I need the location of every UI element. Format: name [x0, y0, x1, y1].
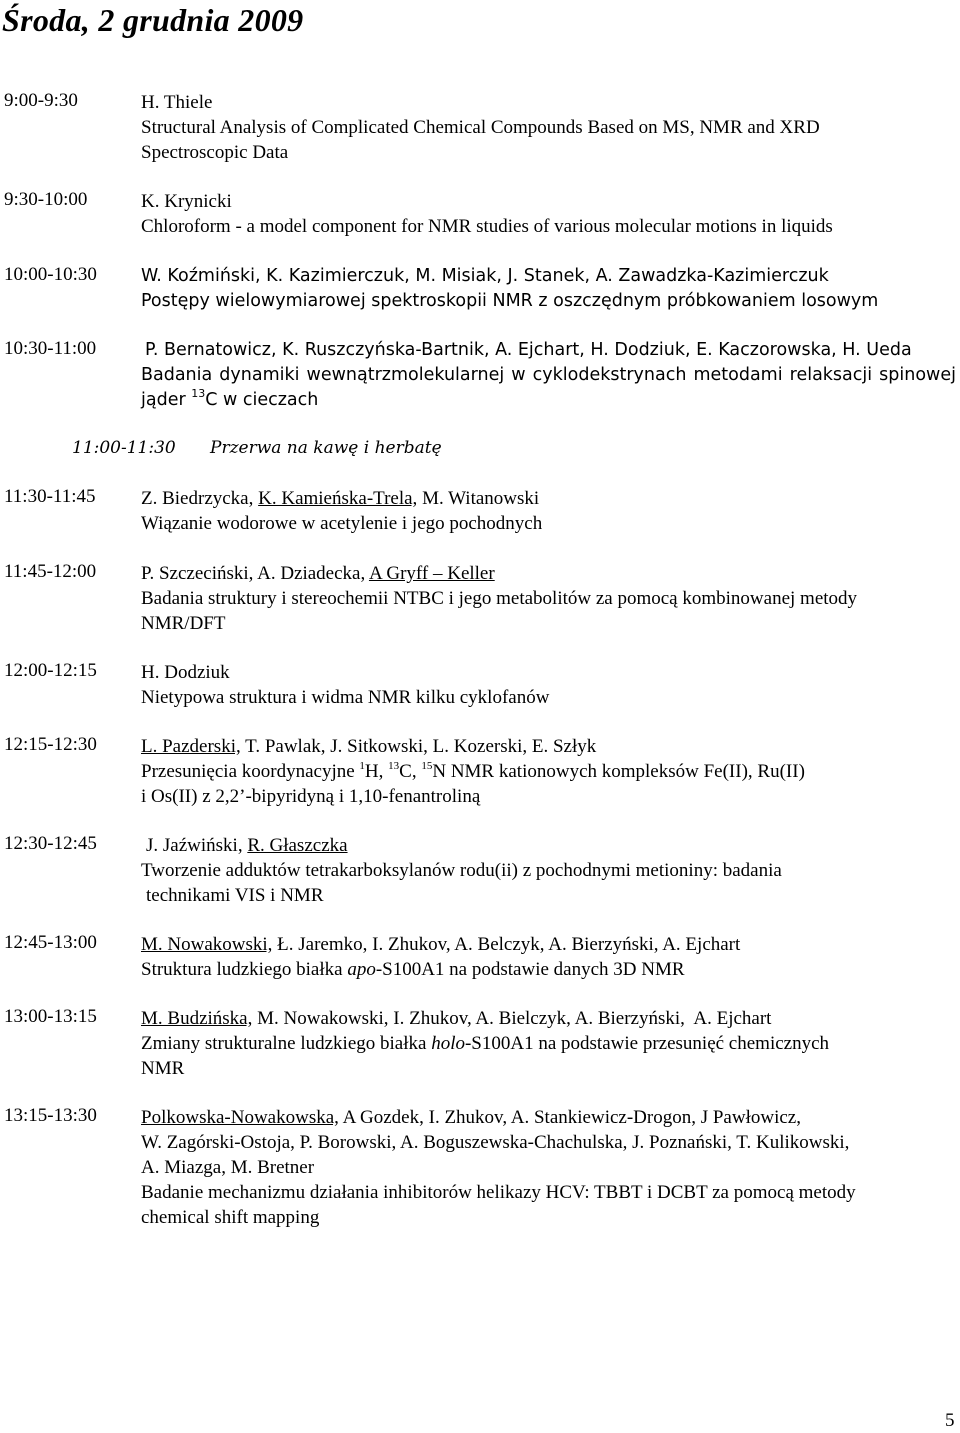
session-title-line	[141, 388, 956, 413]
session-time: 11:30-11:45	[4, 486, 96, 507]
session-title-line: Tworzenie adduktów tetrakarboksylanów rodu(ii) z pochodnymi metioniny: badania	[141, 860, 782, 881]
presenting-author: K. Kamieńska-Trela,	[258, 488, 418, 509]
session-title-line: Structural Analysis of Complicated Chemical Compounds Based on MS, NMR and XRD	[141, 117, 820, 138]
session-content	[141, 189, 956, 239]
title-italic: holo	[431, 1033, 465, 1054]
session-content	[141, 486, 956, 536]
author-text: T. Pawlak, J. Sitkowski, L. Kozerski, E. Szłyk	[240, 736, 597, 757]
session-time: 9:30-10:00	[4, 189, 88, 210]
session-authors	[141, 1105, 956, 1130]
session-title-line	[141, 1031, 956, 1056]
session-authors	[141, 932, 956, 957]
author-text: M. Witanowski	[417, 488, 540, 509]
session-content	[141, 1105, 956, 1230]
presenting-author: Polkowska-Nowakowska,	[141, 1107, 339, 1128]
author-text: A Gozdek, I. Zhukov, A. Stankiewicz-Drogon, J Pawłowicz,	[338, 1107, 801, 1128]
session-time: 12:30-12:45	[4, 833, 97, 854]
session-time: 12:00-12:15	[4, 660, 97, 681]
session-authors	[141, 486, 956, 511]
session-title-line: Postępy wielowymiarowej spektroskopii NMR z oszczędnym próbkowaniem losowym	[141, 291, 879, 311]
session-title-line: Badania dynamiki wewnątrzmolekularnej w cyklodekstrynach metodami relaksacji spinowej	[141, 365, 956, 385]
session-time: 10:30-11:00	[4, 338, 97, 359]
session-authors	[141, 734, 956, 759]
presenting-author: L. Pazderski,	[141, 736, 241, 757]
title-text: C w cieczach	[205, 390, 319, 410]
session-title-line: Wiązanie wodorowe w acetylenie i jego pochodnych	[141, 513, 543, 534]
page-number: 5	[945, 1410, 955, 1431]
session-title-line: technikami VIS i NMR	[146, 885, 324, 906]
session-content	[141, 561, 956, 636]
title-text: Zmiany strukturalne ludzkiego białka	[141, 1033, 432, 1054]
isotope-superscript: 13	[388, 760, 400, 772]
session-authors: P. Bernatowicz, K. Ruszczyńska-Bartnik, A. Ejchart, H. Dodziuk, E. Kaczorowska, H. Ueda	[145, 340, 912, 360]
page-title: Środa, 2 grudnia 2009	[2, 2, 304, 38]
title-text: H,	[364, 761, 389, 782]
session-title-line: Badania struktury i stereochemii NTBC i jego metabolitów za pomocą kombinowanej metody	[141, 588, 858, 609]
session-content	[141, 734, 956, 809]
session-authors	[141, 561, 956, 586]
session-content	[141, 833, 956, 908]
session-time: 12:15-12:30	[4, 734, 97, 755]
isotope-superscript: 1	[359, 760, 365, 772]
session-title-line: NMR	[141, 1058, 185, 1079]
session-content	[141, 660, 956, 710]
session-time: 12:45-13:00	[4, 932, 97, 953]
session-content	[141, 264, 956, 314]
session-authors	[141, 1006, 956, 1031]
presenting-author: M. Nowakowski,	[141, 934, 273, 955]
session-time: 13:00-13:15	[4, 1006, 97, 1027]
author-text: Z. Biedrzycka,	[141, 488, 259, 509]
presenting-author: R. Głaszczka	[247, 835, 348, 856]
author-text: M. Nowakowski, I. Zhukov, A. Bielczyk, A. Bierzyński, A. Ejchart	[252, 1008, 772, 1029]
session-time: 11:45-12:00	[4, 561, 97, 582]
session-title-line: chemical shift mapping	[141, 1207, 320, 1228]
break-time: 11:00-11:30	[72, 438, 176, 458]
session-content	[141, 90, 956, 165]
session-authors-line: W. Zagórski-Ostoja, P. Borowski, A. Boguszewska-Chachulska, J. Poznański, T. Kulikowski,	[141, 1132, 850, 1153]
session-content	[141, 338, 956, 413]
session-title-line: Badanie mechanizmu działania inhibitorów helikazy HCV: TBBT i DCBT za pomocą metody	[141, 1182, 856, 1203]
session-title-line: NMR/DFT	[141, 613, 226, 634]
session-title-line	[141, 957, 956, 982]
session-time: 13:15-13:30	[4, 1105, 97, 1126]
break-label: Przerwa na kawę i herbatę	[210, 438, 442, 458]
session-time: 9:00-9:30	[4, 90, 78, 111]
presenting-author: A Gryff – Keller	[368, 563, 495, 584]
session-title-line: Spectroscopic Data	[141, 142, 289, 163]
session-time: 10:00-10:30	[4, 264, 97, 285]
session-authors	[141, 833, 956, 858]
session-title-line: Chloroform - a model component for NMR studies of various molecular motions in liquids	[141, 216, 833, 237]
isotope-superscript: 13	[191, 387, 206, 400]
isotope-superscript: 15	[421, 760, 433, 772]
author-text: Ł. Jaremko, I. Zhukov, A. Belczyk, A. Bierzyński, A. Ejchart	[272, 934, 741, 955]
title-text: jąder	[141, 390, 192, 410]
title-text: -S100A1 na podstawie przesunięć chemicznych	[464, 1033, 830, 1054]
title-italic: apo	[347, 959, 376, 980]
session-authors: W. Koźmiński, K. Kazimierczuk, M. Misiak, J. Stanek, A. Zawadzka-Kazimierczuk	[141, 266, 829, 286]
title-text: Struktura ludzkiego białka	[141, 959, 348, 980]
title-text: -S100A1 na podstawie danych 3D NMR	[375, 959, 685, 980]
session-title-line	[141, 759, 956, 784]
session-authors: H. Thiele	[141, 92, 213, 113]
session-authors-line: A. Miazga, M. Bretner	[141, 1157, 315, 1178]
session-authors: H. Dodziuk	[141, 662, 230, 683]
session-content	[141, 1006, 956, 1081]
presenting-author: M. Budzińska,	[141, 1008, 253, 1029]
author-text: J. Jaźwiński,	[146, 835, 248, 856]
title-text: C,	[399, 761, 422, 782]
author-text: P. Szczeciński, A. Dziadecka,	[141, 563, 369, 584]
title-text: Przesunięcia koordynacyjne	[141, 761, 360, 782]
title-text: N NMR kationowych kompleksów Fe(II), Ru(II)	[432, 761, 805, 782]
session-authors: K. Krynicki	[141, 191, 232, 212]
session-title-line: Nietypowa struktura i widma NMR kilku cyklofanów	[141, 687, 550, 708]
session-title-line: i Os(II) z 2,2’-bipyridyną i 1,10-fenantroliną	[141, 786, 481, 807]
session-content	[141, 932, 956, 982]
